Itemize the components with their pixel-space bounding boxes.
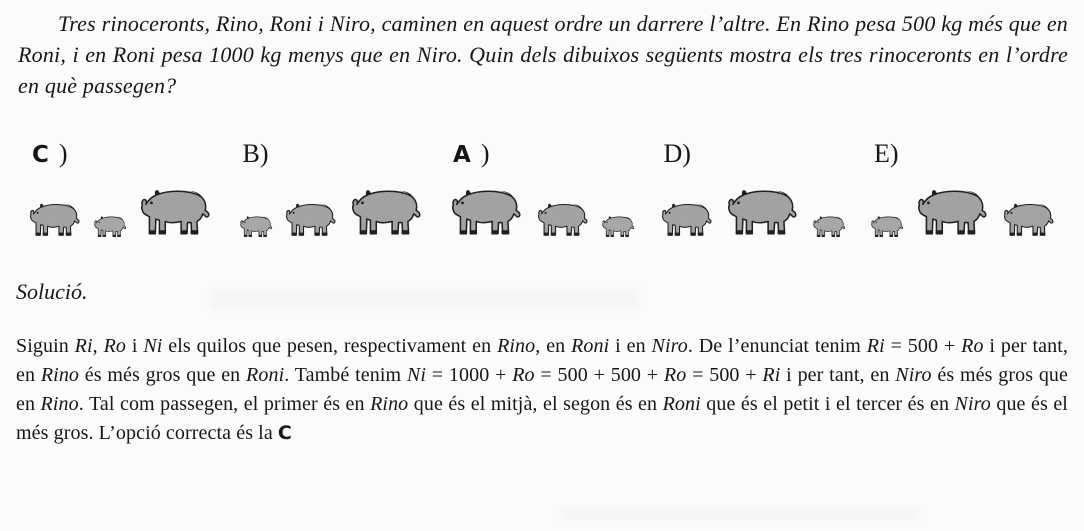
rhino-small-icon (870, 214, 906, 239)
option-label-e (874, 139, 1058, 173)
math-variable: Niro (954, 393, 991, 415)
rhino-large-icon (449, 185, 527, 239)
text-segment: , en (535, 335, 572, 357)
text-segment: els quilos que pesen, respectivament en (162, 335, 498, 357)
rhino-row (28, 183, 216, 239)
rhino-medium-icon (536, 200, 592, 239)
math-variable: Rino (40, 364, 80, 386)
text-segment: = 500 + 500 + (534, 364, 664, 386)
option-paren: ) (480, 139, 490, 168)
rhino-medium-icon (1002, 200, 1058, 239)
text-segment: i per tant, en (780, 364, 896, 386)
option-label-c (32, 139, 216, 173)
text-segment: i en (609, 335, 652, 357)
option-b (239, 139, 427, 239)
option-paren: ) (58, 139, 68, 168)
text-segment: i per tant, en (16, 335, 1069, 386)
rhino-medium-icon (28, 200, 84, 239)
rhino-large-icon (725, 185, 803, 239)
rhino-medium-icon (284, 200, 340, 239)
rhino-small-icon (239, 214, 275, 239)
text-segment: i (126, 335, 144, 357)
rhino-medium-icon (660, 200, 716, 239)
rhino-row (449, 183, 637, 239)
option-letter: C (32, 142, 49, 168)
option-paren: ) (682, 139, 691, 168)
rhino-row (660, 183, 848, 239)
rhino-row (870, 183, 1058, 239)
option-letter: B (242, 139, 260, 168)
option-a (449, 139, 637, 239)
math-variable: Ri (762, 364, 781, 386)
option-e (870, 139, 1058, 239)
math-variable: Ni (406, 364, 427, 386)
problem-paragraph: Tres rinoceronts, Rino, Roni i Niro, caminen en aquest ordre un darrere l’altre. En Rino pesa 500 kg més que en Roni, i en Roni pesa 1000 kg menys que en Niro. Quin dels dibuixos següents mostra els tres rinoceronts en l’ordre en què passegen? (18, 11, 1068, 98)
option-letter: A (453, 142, 471, 168)
text-segment: . Tal com passegen, el primer és en (78, 393, 371, 415)
text-segment: = 500 + (686, 364, 763, 386)
rhino-large-icon (349, 185, 427, 239)
solucio-heading: Solució. (16, 279, 88, 304)
math-variable: Ro (663, 364, 687, 386)
rhino-small-icon (812, 214, 848, 239)
rhino-large-icon (138, 185, 216, 239)
math-variable: Ro (961, 335, 984, 357)
math-variable: Niro (651, 335, 688, 357)
math-variable: Ni (143, 335, 163, 357)
math-variable: Ro (103, 335, 127, 357)
math-variable: Rino (370, 393, 409, 415)
options-row (14, 139, 1068, 239)
text-segment: , (92, 335, 104, 357)
text-segment: que és el petit i el tercer és en (700, 393, 955, 415)
math-variable: Niro (895, 364, 932, 386)
rhino-large-icon (915, 185, 993, 239)
option-d (660, 139, 848, 239)
answer-letter: C (277, 422, 292, 444)
text-segment: que és el mitjà, el segon és en (408, 393, 663, 415)
option-letter: E (874, 139, 890, 168)
rhino-row (239, 183, 427, 239)
text-segment: . També tenim (284, 364, 407, 386)
text-segment: és més gros que en (16, 364, 1069, 415)
option-paren: ) (889, 139, 899, 168)
rhino-small-icon (93, 214, 129, 239)
rhino-small-icon (601, 214, 637, 239)
math-variable: Roni (662, 393, 701, 415)
option-letter: D (663, 139, 683, 168)
math-variable: Ro (512, 364, 535, 386)
option-label-b (243, 139, 427, 173)
math-variable: Ri (74, 335, 93, 357)
scan-bleed-smudge (560, 508, 920, 520)
solution-paragraph (16, 332, 1068, 448)
text-segment: = 1000 + (426, 364, 513, 386)
option-paren: ) (259, 139, 269, 168)
text-segment: = 500 + (884, 335, 962, 357)
text-segment: Siguin (16, 335, 75, 357)
math-variable: Ri (866, 335, 885, 357)
text-segment: que és el més gros. L’opció correcta és la (16, 393, 1068, 444)
option-c (28, 139, 216, 239)
text-segment: és més gros que en (79, 364, 247, 386)
math-variable: Roni (246, 364, 285, 386)
text-segment: . De l’enunciat tenim (687, 335, 867, 357)
option-label-a (453, 139, 637, 173)
option-label-d (664, 139, 848, 173)
math-variable: Rino (40, 393, 79, 415)
math-variable: Rino (497, 335, 536, 357)
math-variable: Roni (571, 335, 610, 357)
